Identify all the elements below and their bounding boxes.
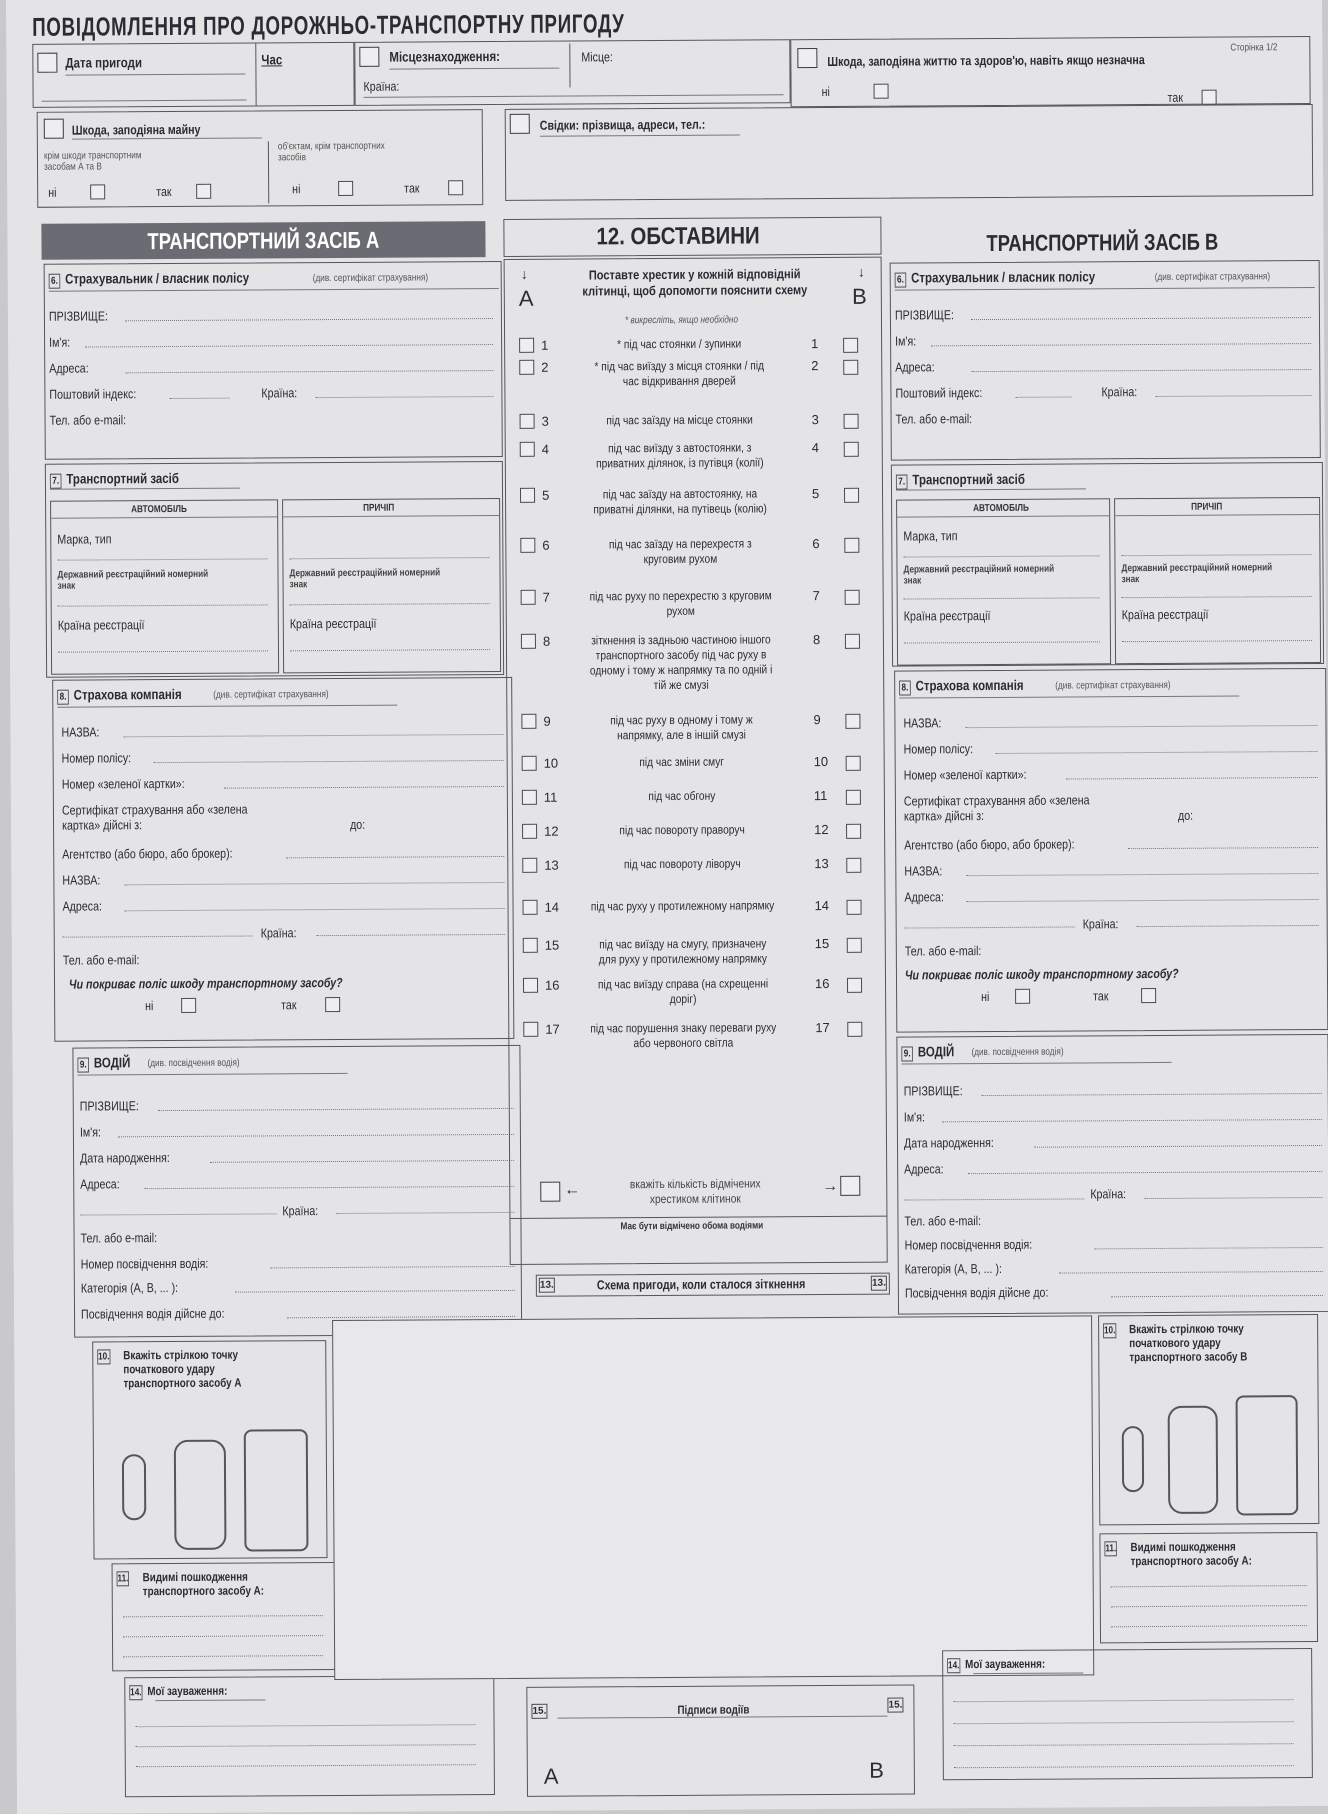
circumstance-text: під час заїзду на перехрестя з круговим рухом xyxy=(608,536,752,567)
circumstance-b-checkbox[interactable] xyxy=(845,590,860,605)
b-car-box xyxy=(896,498,1111,665)
circumstance-a-checkbox[interactable] xyxy=(523,900,538,915)
circumstance-a-checkbox[interactable] xyxy=(522,824,537,839)
a-make-label: Марка, тип xyxy=(57,531,112,547)
circumstance-a-number: 10 xyxy=(543,755,559,771)
a-driver-note: (див. посвідчення водія) xyxy=(147,1057,240,1070)
circumstance-text: під час руху по перехрестю з круговим рухом xyxy=(589,588,772,618)
circumstance-a-number: 8 xyxy=(542,633,551,649)
b-insurer-title: Страхувальник / власник полісу xyxy=(911,268,1096,286)
witnesses-label: Свідки: прізвища, адреси, тел.: xyxy=(539,116,706,133)
circumstances-note: * викресліть, якщо необхідно xyxy=(624,314,739,327)
section-location xyxy=(354,39,790,106)
b-agency-country-label: Країна: xyxy=(1082,916,1119,932)
section-witnesses xyxy=(505,104,1314,201)
b-coverage-no-label: ні xyxy=(981,989,990,1005)
b-agency-phone-label: Тел. або e-mail: xyxy=(904,943,982,959)
col-b-label: B xyxy=(852,283,867,309)
a-car-box xyxy=(50,499,279,674)
circumstance-text: * під час виїзду з місця стоянки / під час відкривання дверей xyxy=(594,358,765,389)
a-reg-plate-label: Державний реєстраційний номерний знак xyxy=(57,568,209,592)
a-trailer-reg-country-label: Країна реєстрації xyxy=(289,615,377,632)
b-green-card-label: Номер «зеленої картки»: xyxy=(903,766,1027,783)
injury-label: Шкода, заподіяна життю та здоров'ю, навіть якщо незначна xyxy=(827,52,1145,69)
circumstance-text: під час заїзду на місце стоянки xyxy=(606,412,753,428)
circumstance-b-checkbox[interactable] xyxy=(847,938,862,953)
a-agency-country-label: Країна: xyxy=(260,925,297,941)
b-section-6 xyxy=(890,260,1321,461)
accident-report-form xyxy=(6,0,1328,1814)
circumstance-a-checkbox[interactable] xyxy=(522,858,537,873)
b-reg-country-label: Країна реєстрації xyxy=(903,607,991,624)
b-surname-label: ПРІЗВИЩЕ: xyxy=(894,307,955,323)
count-label: вкажіть кількість відмічених хрестиком клітинок xyxy=(629,1176,761,1207)
b-company-title: Страхова компанія xyxy=(915,676,1024,694)
a-section-6-num: 6. xyxy=(49,274,61,289)
circumstance-a-number: 11 xyxy=(543,789,558,805)
a-trailer-box xyxy=(282,498,501,673)
vehicle-b-header: ТРАНСПОРТНИЙ ЗАСІБ В xyxy=(986,228,1219,257)
section-injury xyxy=(790,36,1310,107)
a-coverage-label: Чи покриває поліс шкоду транспортному засобу? xyxy=(68,974,343,992)
time-label: Час xyxy=(261,51,283,68)
circumstance-b-number: 8 xyxy=(812,632,821,648)
circumstance-text: під час повороту ліворуч xyxy=(623,856,741,872)
circumstance-b-number: 14 xyxy=(814,897,830,914)
circumstance-b-number: 11 xyxy=(813,787,828,804)
b-valid-to-label: до: xyxy=(1177,807,1194,823)
b-company-note: (див. сертифікат страхування) xyxy=(1055,679,1171,692)
a-section-14-num: 14. xyxy=(129,1685,142,1700)
a-surname-label: ПРІЗВИЩЕ: xyxy=(48,308,108,324)
b-agency-name-label: НАЗВА: xyxy=(904,863,943,879)
b-valid-label: Сертифікат страхування або «зелена картка» дійсні з: xyxy=(903,792,1090,824)
col-b-arrow-icon: ↓ xyxy=(857,263,865,280)
a-d-country-label: Країна: xyxy=(282,1203,319,1219)
circumstance-b-checkbox[interactable] xyxy=(846,824,861,839)
property-vehicles-no-label: ні xyxy=(48,184,57,200)
a-impact-title: Вкажіть стрілкою точку початкового удару транспортного засобу А xyxy=(123,1347,242,1391)
b-agency-address-label: Адреса: xyxy=(904,889,944,905)
sketch-num-b: 13. xyxy=(871,1276,887,1291)
b-section-7 xyxy=(891,462,1324,667)
a-section-10 xyxy=(92,1340,327,1559)
circumstance-a-number: 16 xyxy=(544,977,560,993)
circumstance-text: під час зміни смуг xyxy=(639,754,725,770)
b-d-valid-label: Посвідчення водія дійсне до: xyxy=(904,1284,1049,1301)
a-agency-label: Агентство (або бюро, або брокер): xyxy=(62,845,233,862)
b-section-11-num: 11. xyxy=(1104,1541,1117,1556)
circumstance-b-number: 1 xyxy=(811,336,819,352)
sketch-num-a: 13. xyxy=(539,1278,555,1293)
circumstance-a-checkbox[interactable] xyxy=(522,756,537,771)
section-2-box xyxy=(359,47,379,67)
circumstance-text: під час руху в одному і тому ж напрямку, але в іншій смузі xyxy=(610,712,753,743)
circumstance-text: під час обгону xyxy=(648,788,716,804)
b-insurer-note: (див. сертифікат страхування) xyxy=(1154,271,1271,283)
b-motorcycle-icon[interactable] xyxy=(1122,1426,1144,1492)
signature-section xyxy=(526,1684,915,1796)
circumstance-b-number: 16 xyxy=(814,975,830,992)
vehicle-a-header: ТРАНСПОРТНИЙ ЗАСІБ А xyxy=(41,221,485,260)
b-section-14-num: 14. xyxy=(947,1658,960,1673)
circumstance-a-number: 4 xyxy=(541,441,550,457)
b-driver-title: ВОДІЙ xyxy=(917,1043,955,1060)
b-driver-note: (див. посвідчення водія) xyxy=(971,1046,1064,1059)
circumstances-header xyxy=(503,217,881,257)
injury-no-label: ні xyxy=(821,83,830,100)
circumstance-row xyxy=(509,936,885,978)
a-coverage-yes-label: так xyxy=(281,997,297,1013)
b-section-7-num: 7. xyxy=(896,475,908,490)
b-impact-title: Вкажіть стрілкою точку початкового удару транспортного засобу В xyxy=(1129,1321,1248,1365)
count-b-arrow-icon: → xyxy=(822,1177,839,1196)
property-objects-yes-label: так xyxy=(404,180,420,196)
b-d-phone-label: Тел. або e-mail: xyxy=(904,1213,982,1229)
circumstance-b-checkbox[interactable] xyxy=(846,756,861,771)
a-country-label: Країна: xyxy=(261,385,298,401)
a-company-note: (див. сертифікат страхування) xyxy=(213,689,329,701)
signature-num-b: 15. xyxy=(887,1698,903,1713)
circumstance-a-checkbox[interactable] xyxy=(522,790,537,805)
circumstance-a-checkbox[interactable] xyxy=(521,634,536,649)
circumstance-b-number: 2 xyxy=(811,358,819,374)
a-section-11-num: 11. xyxy=(117,1571,130,1586)
sketch-area[interactable] xyxy=(332,1315,1094,1680)
a-section-8-num: 8. xyxy=(57,690,69,705)
circumstance-row xyxy=(505,358,881,400)
circumstance-a-number: 12 xyxy=(544,823,559,839)
property-objects-yes-checkbox[interactable] xyxy=(448,180,463,195)
circumstance-b-checkbox[interactable] xyxy=(846,790,861,805)
circumstance-a-checkbox[interactable] xyxy=(520,414,535,429)
count-b-box[interactable] xyxy=(840,1176,860,1196)
circumstance-a-number: 13 xyxy=(544,857,559,873)
circumstance-a-number: 15 xyxy=(544,937,560,953)
circumstance-a-checkbox[interactable] xyxy=(523,1022,538,1037)
circumstance-b-checkbox[interactable] xyxy=(847,900,862,915)
circumstance-b-number: 12 xyxy=(814,821,829,838)
section-3-box xyxy=(797,48,817,68)
b-d-address-label: Адреса: xyxy=(904,1161,944,1177)
a-valid-to-label: до: xyxy=(349,816,366,832)
a-motorcycle-icon[interactable] xyxy=(122,1454,146,1520)
b-address-label: Адреса: xyxy=(895,359,935,375)
place-label: Місце: xyxy=(581,49,613,65)
a-section-10-num: 10. xyxy=(97,1349,110,1364)
a-damage-title: Видимі пошкодження транспортного засобу А: xyxy=(142,1569,265,1599)
a-section-7 xyxy=(45,461,504,678)
a-section-8 xyxy=(52,677,514,1042)
circumstance-text: зіткнення із задньою частиною іншого транспортного засобу під час руху в одному і тому ж напрямку та по одній і тій же смузі xyxy=(589,632,773,693)
date-label: Дата пригоди xyxy=(65,54,143,71)
circumstance-row xyxy=(506,536,882,578)
circumstance-row xyxy=(508,856,884,898)
circumstance-row xyxy=(509,976,885,1018)
circumstance-row xyxy=(507,712,883,754)
circumstance-b-number: 9 xyxy=(813,712,821,728)
circumstance-a-number: 3 xyxy=(541,413,549,429)
a-d-category-label: Категорія (А, В, ... ): xyxy=(80,1279,179,1296)
a-d-surname-label: ПРІЗВИЩЕ: xyxy=(79,1098,139,1114)
a-agency-phone-label: Тел. або e-mail: xyxy=(62,952,140,968)
b-d-name-label: Ім'я: xyxy=(903,1109,925,1125)
page-label: Сторінка 1/2 xyxy=(1230,42,1278,54)
signature-num-a: 15. xyxy=(531,1704,547,1719)
circumstance-b-checkbox[interactable] xyxy=(845,634,860,649)
b-coverage-no-checkbox[interactable] xyxy=(1015,989,1030,1004)
a-section-11 xyxy=(112,1562,337,1671)
b-section-9-num: 9. xyxy=(901,1046,913,1061)
b-car-outline-icon[interactable] xyxy=(1168,1406,1219,1514)
section-1-box xyxy=(37,53,57,73)
a-d-phone-label: Тел. або e-mail: xyxy=(80,1230,158,1246)
a-coverage-no-label: ні xyxy=(145,998,154,1014)
a-insurer-note: (див. сертифікат страхування) xyxy=(312,272,429,285)
property-vehicles-yes-checkbox[interactable] xyxy=(196,184,211,199)
b-section-14 xyxy=(942,1648,1313,1780)
circumstance-b-checkbox[interactable] xyxy=(844,538,859,553)
b-name-label: Ім'я: xyxy=(895,333,917,349)
property-vehicles-yes-label: так xyxy=(156,183,172,200)
a-d-license-label: Номер посвідчення водія: xyxy=(80,1255,209,1272)
a-vehicle-title: Транспортний засіб xyxy=(66,469,179,487)
count-a-arrow-icon: ← xyxy=(564,1181,581,1199)
section-date-time xyxy=(32,42,354,108)
section-4-box xyxy=(44,119,64,139)
circumstance-b-checkbox[interactable] xyxy=(847,1022,862,1037)
circumstance-b-checkbox[interactable] xyxy=(843,338,858,353)
a-insurer-title: Страхувальник / власник полісу xyxy=(65,269,250,287)
b-company-name-label: НАЗВА: xyxy=(903,715,942,731)
b-car-label: АВТОМОБІЛЬ xyxy=(973,502,1029,515)
circumstance-a-checkbox[interactable] xyxy=(520,488,535,503)
circumstance-b-checkbox[interactable] xyxy=(844,488,859,503)
b-truck-outline-icon[interactable] xyxy=(1236,1395,1299,1515)
a-trailer-reg-plate-label: Державний реєстраційний номерний знак xyxy=(289,567,441,591)
circumstance-a-number: 5 xyxy=(541,487,550,503)
sketch-title: Схема пригоди, коли сталося зіткнення xyxy=(596,1276,806,1293)
b-make-label: Марка, тип xyxy=(903,528,958,544)
circumstance-a-number: 9 xyxy=(543,713,551,729)
a-address-label: Адреса: xyxy=(49,360,89,376)
section-5-box xyxy=(510,114,530,134)
b-d-license-label: Номер посвідчення водія: xyxy=(904,1236,1033,1253)
a-company-name-label: НАЗВА: xyxy=(61,724,100,740)
property-label: Шкода, заподіяна майну xyxy=(71,121,201,138)
circumstance-text: під час виїзду справа (на схрещенні доріг) xyxy=(597,976,769,1006)
a-coverage-no-checkbox[interactable] xyxy=(181,998,196,1013)
a-section-6 xyxy=(44,261,503,460)
circumstance-a-checkbox[interactable] xyxy=(523,978,538,993)
a-car-outline-icon[interactable] xyxy=(174,1440,227,1550)
circumstance-b-checkbox[interactable] xyxy=(845,714,860,729)
a-postcode-label: Поштовий індекс: xyxy=(49,386,137,402)
sketch-note: Має бути відмічено обома водіями xyxy=(620,1220,764,1233)
property-objects-no-label: ні xyxy=(292,181,301,197)
circumstance-row xyxy=(506,440,882,482)
a-truck-outline-icon[interactable] xyxy=(244,1429,309,1551)
b-coverage-yes-label: так xyxy=(1093,988,1109,1004)
circumstance-a-number: 17 xyxy=(545,1021,560,1037)
circumstance-b-number: 7 xyxy=(812,588,820,604)
a-company-title: Страхова компанія xyxy=(73,685,182,703)
a-d-valid-label: Посвідчення водія дійсне до: xyxy=(80,1305,225,1322)
circumstance-a-checkbox[interactable] xyxy=(519,360,534,375)
circumstance-row xyxy=(507,588,883,630)
b-damage-title: Видимі пошкодження транспортного засобу А: xyxy=(1130,1539,1252,1569)
b-country-label: Країна: xyxy=(1101,384,1138,400)
circumstance-text: під час повороту праворуч xyxy=(619,822,745,838)
b-section-8-num: 8. xyxy=(899,680,911,695)
circumstance-a-checkbox[interactable] xyxy=(520,538,535,553)
circumstance-a-number: 1 xyxy=(541,337,549,353)
col-a-arrow-icon: ↓ xyxy=(520,265,528,282)
property-objects-no-checkbox[interactable] xyxy=(338,181,353,196)
b-remarks-title: Мої зауваження: xyxy=(965,1656,1046,1672)
circumstance-b-checkbox[interactable] xyxy=(844,442,859,457)
signature-b-label: B xyxy=(869,1757,884,1783)
signature-title: Підписи водіїв xyxy=(677,1702,750,1717)
circumstances-instruction: Поставте хрестик у кожній відповідній клітинці, щоб допомогти пояснити схему xyxy=(582,266,808,299)
b-trailer-reg-plate-label: Державний реєстраційний номерний знак xyxy=(1121,562,1273,586)
b-section-10-num: 10. xyxy=(1103,1323,1116,1338)
b-trailer-label: ПРИЧІП xyxy=(1191,501,1223,513)
circumstance-b-number: 15 xyxy=(814,935,830,952)
a-driver-title: ВОДІЙ xyxy=(93,1054,131,1071)
circumstance-text: під час заїзду на автостоянку, на приватні ділянки, на путівець (колію) xyxy=(593,486,767,517)
circumstance-text: під час порушення знаку переваги руху або червоного світла xyxy=(590,1020,777,1051)
a-section-14 xyxy=(124,1675,495,1797)
b-policy-label: Номер полісу: xyxy=(903,741,974,757)
circumstance-a-number: 7 xyxy=(542,589,550,605)
circumstance-b-checkbox[interactable] xyxy=(844,414,859,429)
circumstances-section xyxy=(504,257,888,1265)
circumstance-a-number: 6 xyxy=(542,537,550,553)
circumstance-b-checkbox[interactable] xyxy=(846,858,861,873)
b-section-11 xyxy=(1099,1532,1318,1643)
b-coverage-yes-checkbox[interactable] xyxy=(1141,988,1156,1003)
b-reg-plate-label: Державний реєстраційний номерний знак xyxy=(903,563,1055,587)
a-remarks-title: Мої зауваження: xyxy=(147,1683,228,1699)
circumstance-a-checkbox[interactable] xyxy=(520,442,535,457)
circumstance-b-number: 4 xyxy=(811,440,820,456)
circumstance-b-number: 5 xyxy=(811,486,820,502)
b-vehicle-title: Транспортний засіб xyxy=(912,470,1025,488)
circumstance-a-checkbox[interactable] xyxy=(521,714,536,729)
injury-no-checkbox[interactable] xyxy=(874,84,889,99)
injury-yes-checkbox[interactable] xyxy=(1202,90,1217,105)
a-agency-address-label: Адреса: xyxy=(62,898,102,914)
signature-a-label: A xyxy=(543,1763,559,1789)
a-d-birth-label: Дата народження: xyxy=(80,1150,170,1166)
a-section-7-num: 7. xyxy=(50,474,62,489)
circumstance-b-checkbox[interactable] xyxy=(843,360,858,375)
section-property-damage xyxy=(37,109,484,208)
circumstance-text: під час руху у протилежному напрямку xyxy=(590,898,775,914)
circumstance-row xyxy=(509,898,885,940)
a-trailer-label: ПРИЧІП xyxy=(363,502,395,514)
b-coverage-label: Чи покриває поліс шкоду транспортному засобу? xyxy=(904,965,1179,983)
b-trailer-reg-country-label: Країна реєстрації xyxy=(1121,606,1209,623)
a-green-card-label: Номер «зеленої картки»: xyxy=(61,775,185,792)
circumstance-b-checkbox[interactable] xyxy=(847,978,862,993)
a-section-9 xyxy=(72,1045,522,1338)
country-label: Країна: xyxy=(363,78,400,94)
a-car-label: АВТОМОБІЛЬ xyxy=(131,503,187,516)
circumstance-a-checkbox[interactable] xyxy=(523,938,538,953)
a-policy-label: Номер полісу: xyxy=(61,750,132,766)
a-phone-label: Тел. або e-mail: xyxy=(49,412,127,428)
b-agency-label: Агентство (або бюро, або брокер): xyxy=(904,836,1075,853)
circumstance-a-checkbox[interactable] xyxy=(521,590,536,605)
property-vehicles-no-checkbox[interactable] xyxy=(90,184,105,199)
a-name-label: Ім'я: xyxy=(49,334,71,350)
a-agency-name-label: НАЗВА: xyxy=(62,872,101,888)
b-section-8 xyxy=(894,668,1328,1033)
form-title: ПОВІДОМЛЕННЯ ПРО ДОРОЖНЬО-ТРАНСПОРТНУ ПРИГОДУ xyxy=(32,8,625,42)
a-section-9-num: 9. xyxy=(77,1058,89,1073)
a-reg-country-label: Країна реєстрації xyxy=(57,617,145,633)
b-phone-label: Тел. або e-mail: xyxy=(895,411,973,427)
b-section-9 xyxy=(896,1034,1328,1315)
circumstance-text: під час виїзду на смугу, призначену для руху у протилежному напрямку xyxy=(598,936,768,967)
circumstance-text: * під час стоянки / зупинки xyxy=(617,336,742,352)
circumstance-b-number: 6 xyxy=(812,536,820,552)
a-d-name-label: Ім'я: xyxy=(79,1124,102,1140)
circumstance-row xyxy=(506,486,882,528)
col-a-label: A xyxy=(518,285,534,311)
injury-yes-label: так xyxy=(1167,89,1184,105)
b-postcode-label: Поштовий індекс: xyxy=(895,385,983,401)
circumstance-a-checkbox[interactable] xyxy=(519,338,534,353)
circumstance-row xyxy=(509,1020,885,1062)
b-d-surname-label: ПРІЗВИЩЕ: xyxy=(903,1083,963,1099)
a-d-address-label: Адреса: xyxy=(80,1176,120,1192)
circumstance-row xyxy=(507,632,883,693)
b-d-birth-label: Дата народження: xyxy=(903,1134,994,1151)
property-vehicles-label: крім шкоди транспортним засобам А та В xyxy=(43,150,142,173)
location-label: Місцезнаходження: xyxy=(389,47,501,65)
circumstances-title: 12. ОБСТАВИНИ xyxy=(596,222,760,251)
sketch-title-bar xyxy=(536,1273,890,1297)
b-trailer-box xyxy=(1114,497,1321,664)
circumstance-b-number: 10 xyxy=(813,753,829,770)
circumstance-b-number: 3 xyxy=(811,412,819,428)
circumstance-text: під час виїзду з автостоянки, з приватних ділянок, із путівця (колії) xyxy=(596,440,764,471)
circumstance-b-number: 17 xyxy=(815,1019,830,1036)
b-section-10 xyxy=(1098,1314,1319,1525)
b-d-category-label: Категорія (А, В, ... ): xyxy=(904,1260,1003,1277)
circumstance-b-number: 13 xyxy=(814,855,829,872)
b-section-6-num: 6. xyxy=(895,273,907,288)
a-coverage-yes-checkbox[interactable] xyxy=(325,997,340,1012)
count-a-box[interactable] xyxy=(540,1182,560,1202)
a-valid-label: Сертифікат страхування або «зелена картка» дійсні з: xyxy=(61,801,248,833)
b-d-country-label: Країна: xyxy=(1090,1186,1127,1202)
circumstance-a-number: 14 xyxy=(544,899,560,915)
property-objects-label: об'єктам, крім транспортних засобів xyxy=(277,140,385,164)
count-row xyxy=(510,1174,886,1216)
circumstance-a-number: 2 xyxy=(541,359,549,375)
